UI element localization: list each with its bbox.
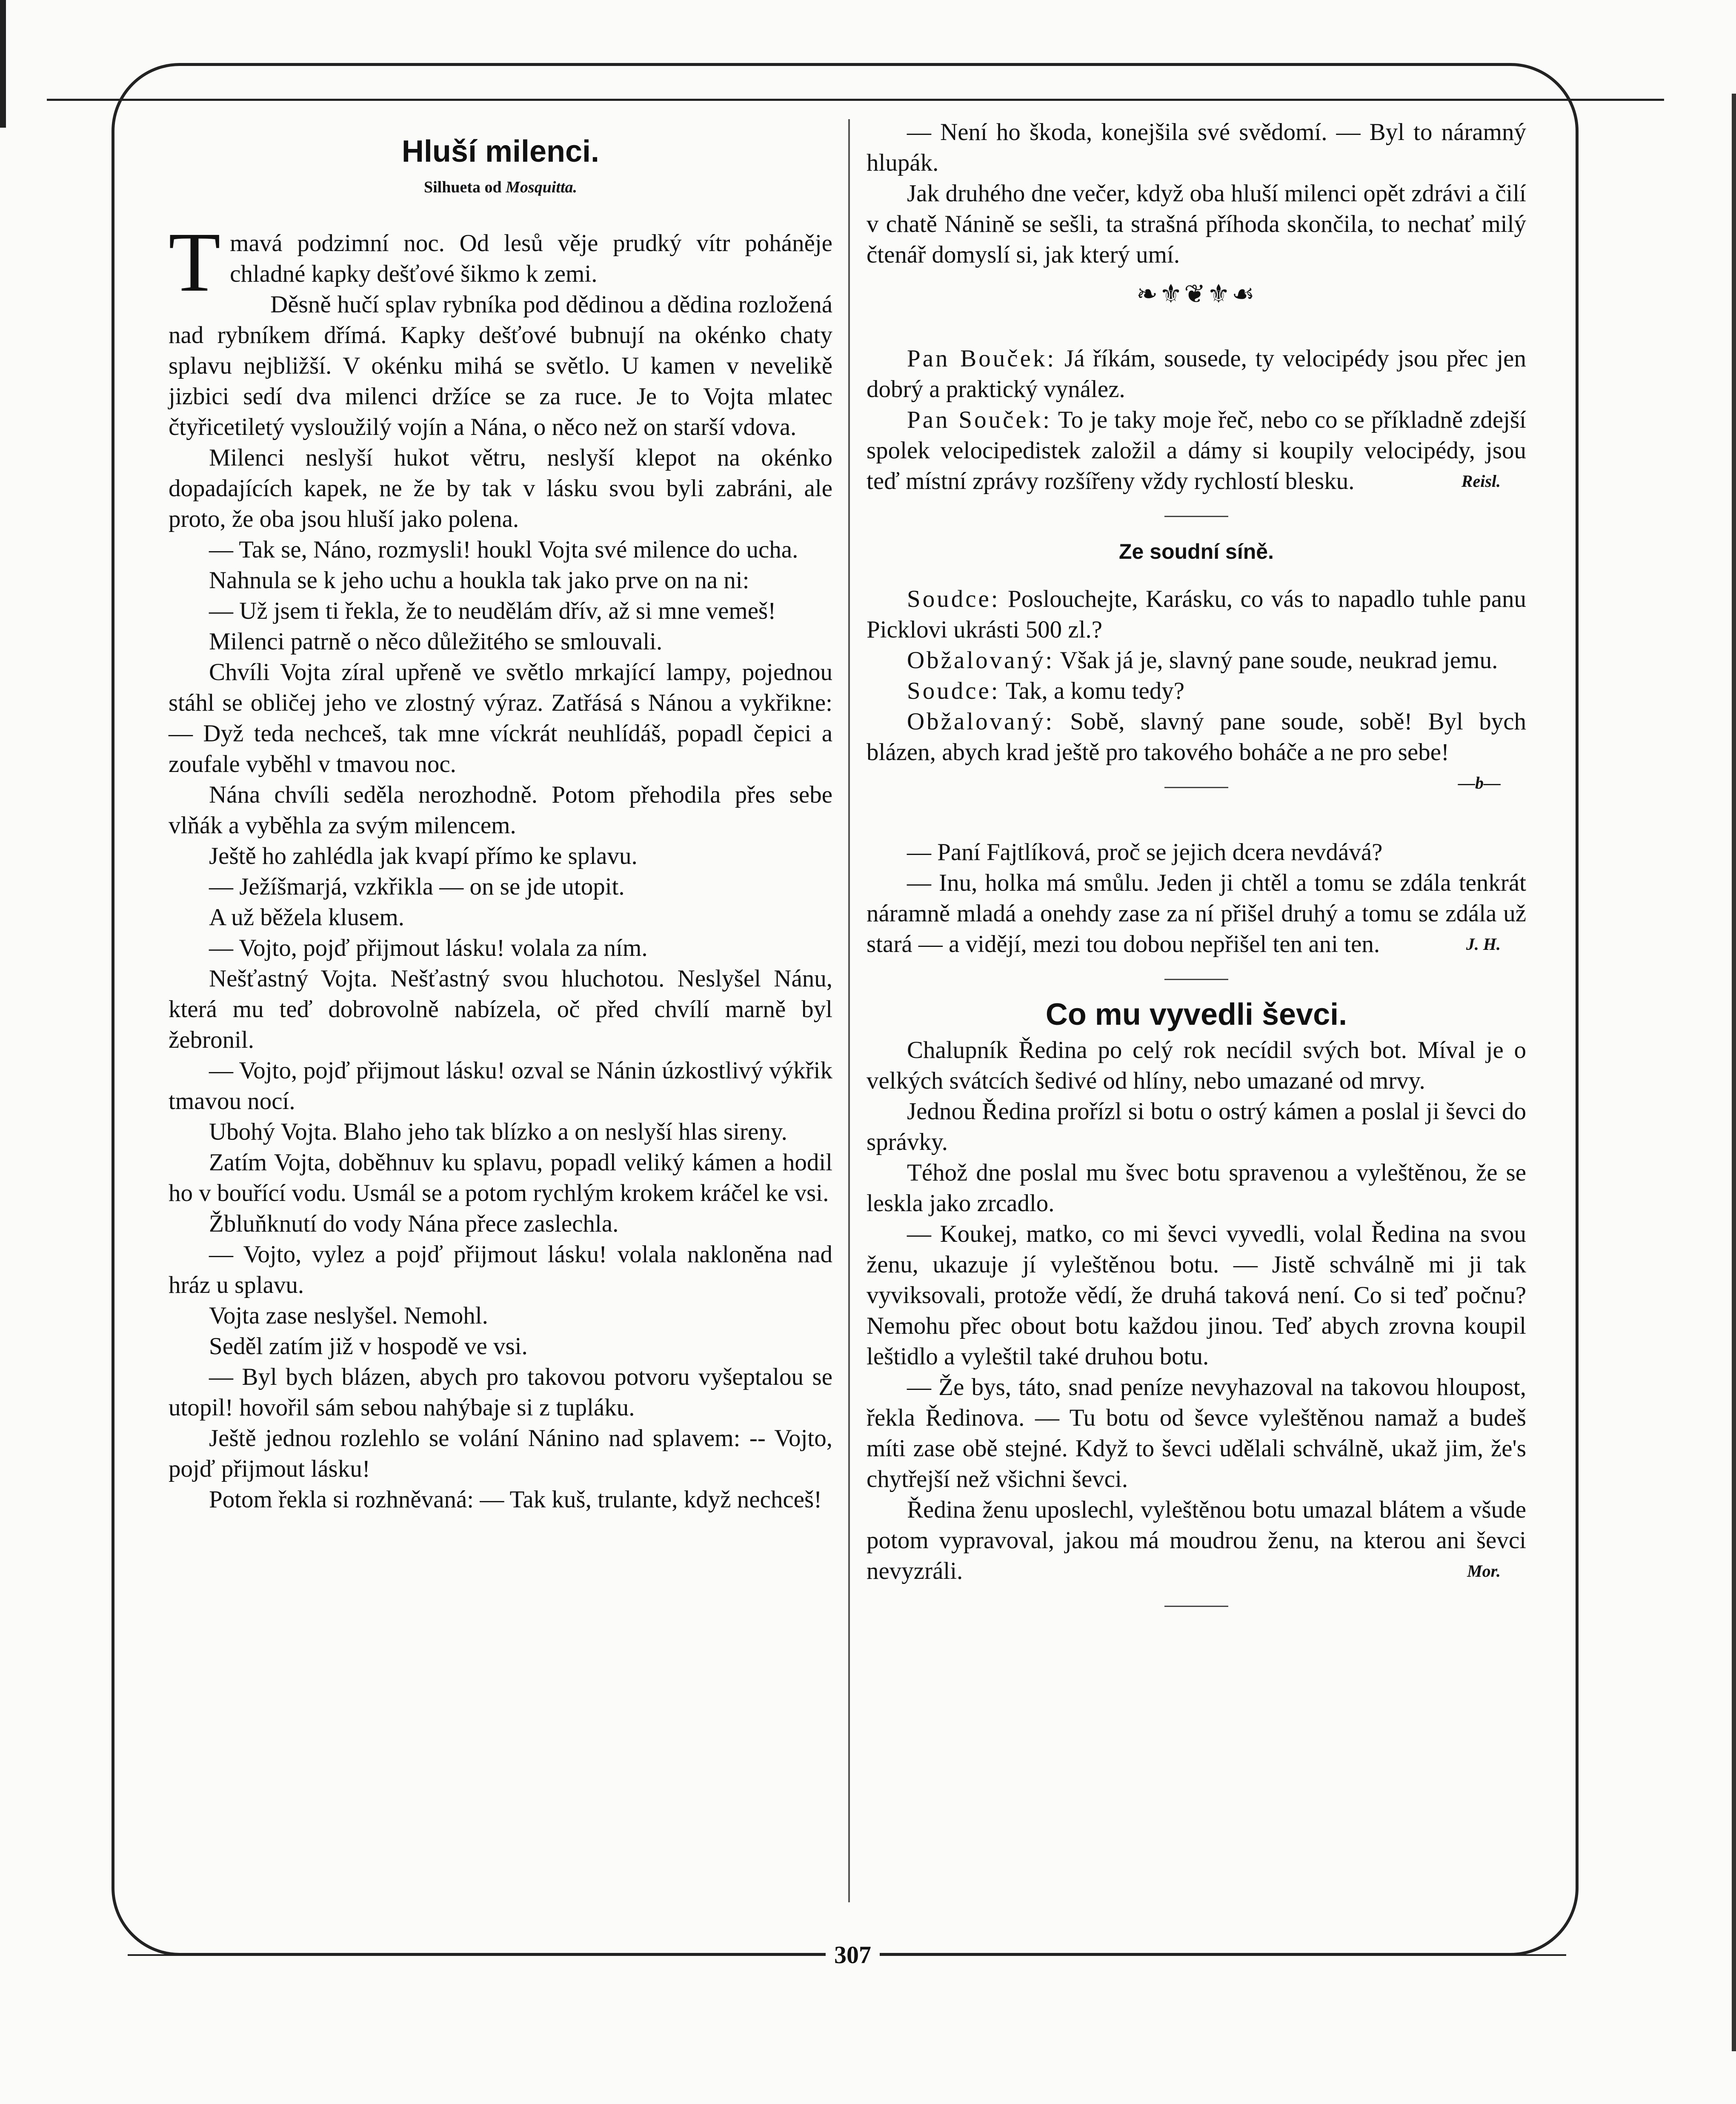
paragraph: — Ježíšmarjá, vzkřikla — on se jde utopit. xyxy=(209,873,625,900)
section-rule xyxy=(1164,787,1228,788)
paragraph: Chalupník Ředina po celý rok necídil svých bot. Míval je o velkých svátcích šedivé od hlíny, nebo umazané od mrvy. xyxy=(867,1037,1526,1094)
joke-text: — Inu, holka má smůlu. Jeden ji chtěl a tomu se zdála tenkrát náramně mladá a onehdy zase za ní přišel druhý a tomu se zdála už stará — a vidějí, mezi tou dobou nepřišel ten ani ten. xyxy=(867,869,1526,958)
section-rule xyxy=(1164,979,1228,980)
paragraph: — Už jsem ti řekla, že to neudělám dřív, až si mne vemeš! xyxy=(209,597,776,624)
subtitle-author: Mosquitta. xyxy=(506,178,578,196)
paragraph: Chvíli Vojta zíral upřeně ve světlo mrkající lampy, pojednou stáhl se obličej jeho ve zlostný výraz. Zatřásá s Nánou a vykřikne: — Dyž teda nechceš, tak mne víckrát neuhlídáš, popadl čepici a zoufale vyběhl v tmavou noc. xyxy=(169,659,832,778)
dialog-line xyxy=(867,676,1526,706)
dialog-text: Sobě, slavný pane soude, sobě! Byl bych blázen, abych krad ještě pro takového boháče a ne pro sebe! xyxy=(867,708,1526,766)
paragraph xyxy=(867,1495,1526,1587)
paragraph: Zatím Vojta, doběhnuv ku splavu, popadl veliký kámen a hodil ho v bouřící vodu. Usmál se a potom rychlým krokem kráčel ke vsi. xyxy=(169,1149,832,1206)
signature: J. H. xyxy=(1466,935,1501,954)
section-rule xyxy=(1164,516,1228,517)
joke-line xyxy=(867,868,1526,960)
article-title: Hluší milenci. xyxy=(401,134,600,169)
signature: —b— xyxy=(1458,773,1501,792)
article-title: Co mu vyvedli ševci. xyxy=(1045,998,1347,1032)
paragraph: — Byl bych blázen, abych pro takovou potvoru vyšeptalou se utopil! hovořil sám sebou nahýbaje si z tupláku. xyxy=(169,1364,832,1421)
footer-rule-right xyxy=(902,1954,1566,1956)
paragraph: — Vojto, pojď přijmout lásku! ozval se Nánin úzkostlivý výkřik tmavou nocí. xyxy=(169,1057,832,1115)
dialog-text: Já říkám, sousede, ty velocipédy jsou přec jen dobrý a praktický vynález. xyxy=(867,345,1526,403)
paragraph: Seděl zatím již v hospodě ve vsi. xyxy=(209,1333,528,1360)
dialog-text: Tak, a komu tedy? xyxy=(1000,678,1185,704)
paragraph: Vojta zase neslyšel. Nemohl. xyxy=(209,1302,488,1329)
ornament-divider: ❧⚜❦⚜☙ xyxy=(1136,280,1256,308)
paragraph: — Tak se, Náno, rozmysli! houkl Vojta své milence do ucha. xyxy=(209,536,798,563)
left-column xyxy=(169,128,832,1515)
right-column xyxy=(867,117,1526,1626)
paragraph: Jak druhého dne večer, když oba hluší milenci opět zdrávi a čilí v chatě Nánině se sešli, ta strašná příhoda skončila, to nechať milý čtenář domyslí si, jak který umí. xyxy=(867,180,1526,268)
paragraph: Děsně hučí splav rybníka pod dědinou a dědina rozložená nad rybníkem dřímá. Kapky dešťové bubnují na okénko chaty splavu nejbližší. V okénku mihá se světlo. U kamen v nevelikě jizbici sedí dva milenci držíce se za ruce. Je to Vojta mlatec čtyřicetiletý vysloužilý vojín a Nána, o něco než on starší vdova. xyxy=(169,291,832,440)
speaker: Pan Bouček: xyxy=(907,345,1056,372)
dialog-line xyxy=(867,584,1526,645)
dialog-text: Však já je, slavný pane soude, neukrad jemu. xyxy=(1054,647,1498,674)
footer-rule-left xyxy=(128,1954,809,1956)
first-paragraph xyxy=(169,215,832,309)
paragraph: Milenci patrně o něco důležitého se smlouvali. xyxy=(209,628,663,655)
paragraph: Potom řekla si rozhněvaná: — Tak kuš, trulante, když nechceš! xyxy=(209,1486,822,1513)
paragraph: Milenci neslyší hukot větru, neslyší klepot na okénko dopadajících kapek, ne že by tak v lásku svou byli zabráni, ale proto, že oba jsou hluší jako polena. xyxy=(169,444,832,532)
scan-edge-right xyxy=(1732,94,1736,2051)
speaker: Soudce: xyxy=(907,586,1000,612)
paragraph: Nešťastný Vojta. Nešťastný svou hluchotou. Neslyšel Nánu, která mu teď dobrovolně nabízela, oč před chvílí marně byl žebronil. xyxy=(169,965,832,1053)
subtitle-prefix: Silhueta od xyxy=(423,178,502,196)
signature: Reisl. xyxy=(1461,472,1501,491)
paragraph: — Koukej, matko, co mi ševci vyvedli, volal Ředina na svou ženu, ukazuje jí vyleštěnou botu. — Jistě schválně mi ji tak vyviksovali, protože vědí, že druhá taková není. Co si teď počnu? Nemohu přec obout botu každou jinou. Teď abych zrovna koupil leštidlo a vyleštil také druhou botu. xyxy=(867,1221,1526,1370)
paragraph: Ještě ho zahlédla jak kvapí přímo ke splavu. xyxy=(209,843,638,869)
column-divider xyxy=(848,119,850,1902)
dialog-text: Poslouchejte, Karásku, co vás to napadlo tuhle panu Picklovi ukrásti 500 zl.? xyxy=(867,586,1526,643)
section-rule xyxy=(1164,1606,1228,1607)
drop-cap: T xyxy=(169,215,221,309)
paragraph: — Vojto, vylez a pojď přijmout lásku! volala nakloněna nad hráz u splavu. xyxy=(169,1241,832,1298)
paragraph: Nána chvíli seděla nerozhodně. Potom přehodila přes sebe vlňák a vyběhla za svým milencem. xyxy=(169,781,832,839)
joke-line: — Paní Fajtlíková, proč se jejich dcera nevdává? xyxy=(907,839,1383,866)
scan-edge-left xyxy=(0,0,6,128)
speaker: Soudce: xyxy=(907,678,1000,704)
paragraph: Nahnula se k jeho uchu a houkla tak jako prve on na ni: xyxy=(209,567,749,594)
paragraph: A už běžela klusem. xyxy=(209,904,405,931)
paragraph: — Není ho škoda, konejšila své svědomí. — Byl to náramný hlupák. xyxy=(867,119,1526,176)
speaker: Obžalovaný: xyxy=(907,647,1055,674)
paragraph: Téhož dne poslal mu švec botu spravenou a vyleštěnou, že se leskla jako zrcadlo. xyxy=(867,1159,1526,1217)
spacer xyxy=(867,807,1526,837)
paragraph: — Vojto, pojď přijmout lásku! volala za ním. xyxy=(209,935,648,961)
dialog-line xyxy=(867,343,1526,405)
paragraph: Žbluňknutí do vody Nána přece zaslechla. xyxy=(209,1210,619,1237)
article-subtitle xyxy=(169,172,832,203)
speaker: Pan Souček: xyxy=(907,406,1052,433)
paragraph: — Že bys, táto, snad peníze nevyhazoval na takovou hloupost, řekla Ředinova. — Tu botu od ševce vyleštěnou namaž a budeš míti zase obě stejné. Když to ševci udělali schválně, ukaž jim, že's chytřejší než všichni ševci. xyxy=(867,1374,1526,1492)
signature: Mor. xyxy=(1467,1561,1501,1581)
paragraph-text: Ředina ženu uposlechl, vyleštěnou botu umazal blátem a všude potom vypravoval, jakou má moudrou ženu, na kterou ani ševci nevyzráli. xyxy=(867,1496,1526,1584)
dialog-line xyxy=(867,706,1526,792)
first-paragraph-text: mavá podzimní noc. Od lesů věje prudký vítr poháněje chladné kapky dešťové šikmo k zemi. xyxy=(230,230,832,287)
paragraph: Jednou Ředina prořízl si botu o ostrý kámen a poslal ji ševci do správky. xyxy=(867,1098,1526,1155)
paragraph: Ubohý Vojta. Blaho jeho tak blízko a on neslyší hlas sireny. xyxy=(209,1118,787,1145)
speaker: Obžalovaný: xyxy=(907,708,1055,735)
dialog-line xyxy=(867,645,1526,676)
dialog-text: To je taky moje řeč, nebo co se příkladně zdejší spolek velocipedistek založil a dámy si koupily velocipédy, jsou teď místní zprávy rozšířeny vždy rychlostí blesku. xyxy=(867,406,1526,495)
section-heading: Ze soudní síně. xyxy=(1119,540,1274,563)
paragraph: Ještě jednou rozlehlo se volání Nánino nad splavem: -- Vojto, pojď přijmout lásku! xyxy=(169,1425,832,1482)
dialog-line xyxy=(867,405,1526,497)
page-number: 307 xyxy=(826,1941,880,1969)
